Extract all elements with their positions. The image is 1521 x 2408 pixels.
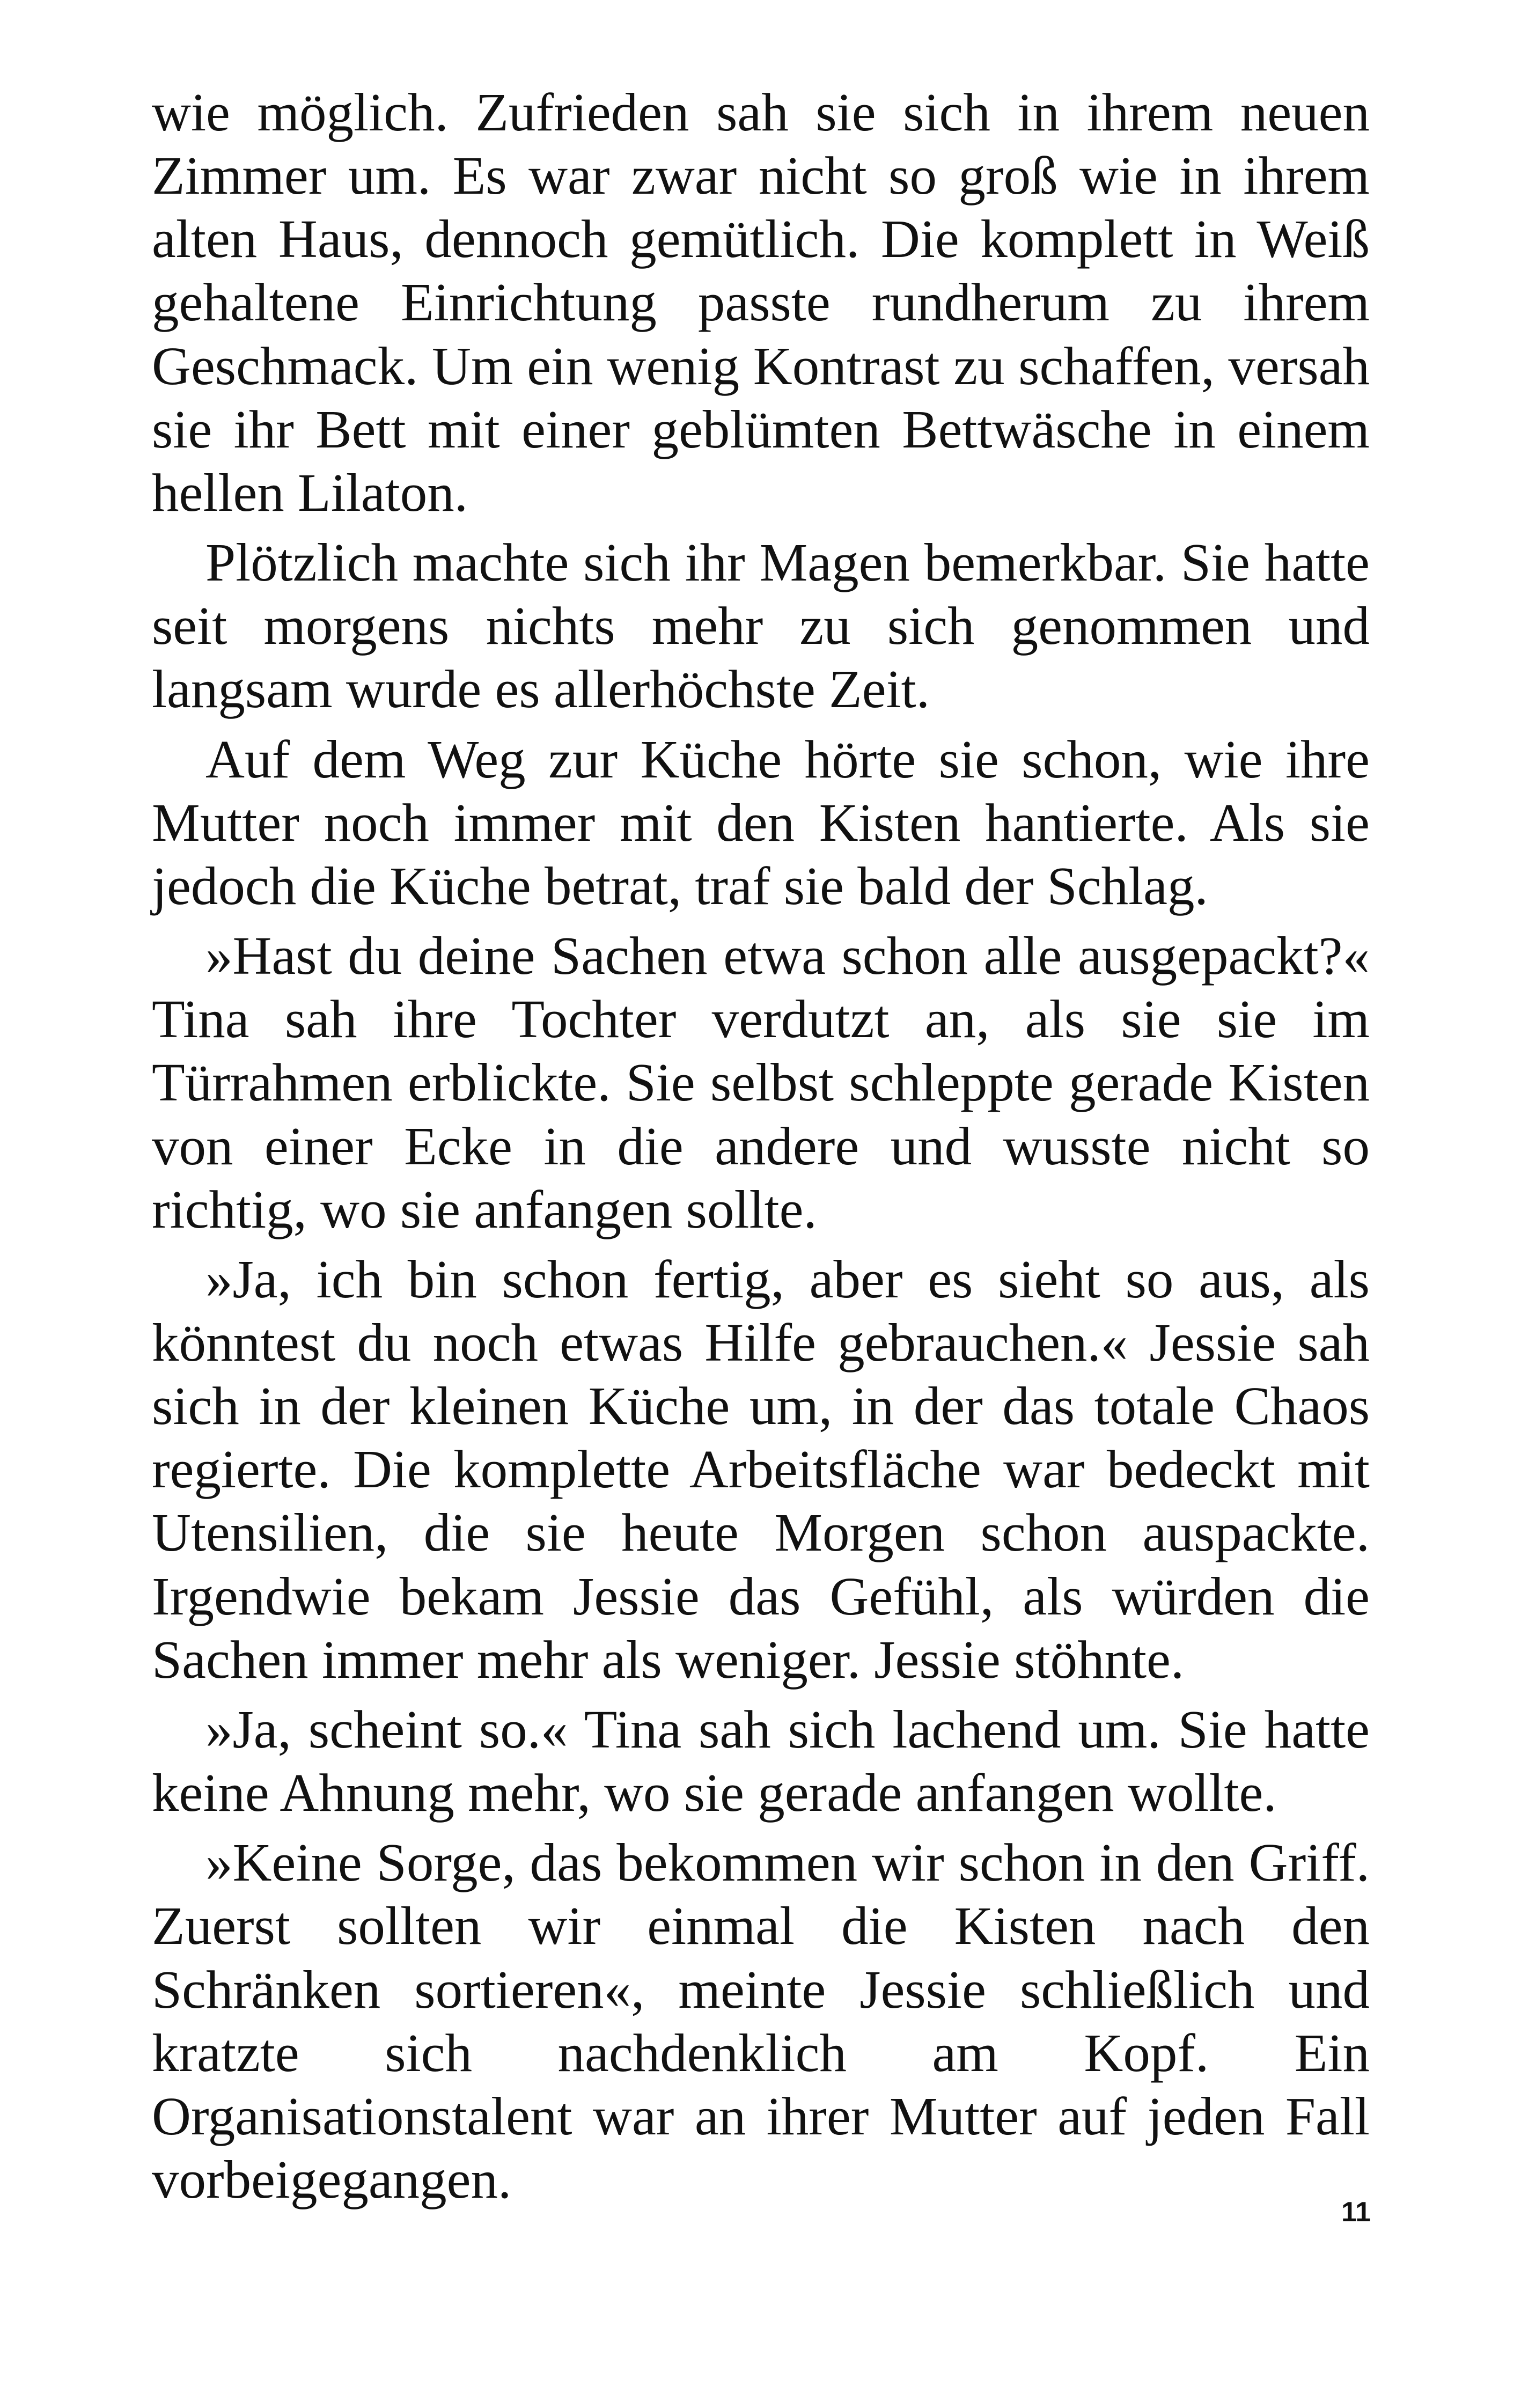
page-number: 11 — [1341, 2197, 1371, 2228]
paragraph-1: wie möglich. Zufrieden sah sie sich in ihrem neuen Zimmer um. Es war zwar nicht so groß wie in ihrem alten Haus, dennoch gemütlich. Die komplett in Weiß gehaltene Einrichtung passte rundherum zu ihrem Geschmack. Um ein wenig Kontrast zu schaffen, versah sie ihr Bett mit einer geblümten Bettwäsche in einem hellen Lilaton. — [152, 82, 1370, 523]
body-text — [152, 80, 1370, 2218]
paragraph-5: »Ja, ich bin schon fertig, aber es sieht so aus, als könntest du noch etwas Hilfe gebrauchen.« Jessie sah sich in der kleinen Küche um, in der das totale Chaos regierte. Die komplette Arbeitsfläche war bedeckt mit Utensilien, die sie heute Morgen schon auspackte. Irgendwie bekam Jessie das Gefühl, als würden die Sachen immer mehr als weniger. Jessie stöhnte. — [152, 1249, 1370, 1690]
paragraph-7: »Keine Sorge, das bekommen wir schon in den Griff. Zuerst sollten wir einmal die Kisten nach den Schränken sortieren«, meinte Jessie schließlich und kratzte sich nachdenklich am Kopf. Ein Organisationstalent war an ihrer Mutter auf jeden Fall vorbeigegangen. — [152, 1832, 1370, 2209]
paragraph-4: »Hast du deine Sachen etwa schon alle ausgepackt?« Tina sah ihre Tochter verdutzt an, als sie sie im Türrahmen erblickte. Sie selbst schleppte gerade Kisten von einer Ecke in die andere und wusste nicht so richtig, wo sie anfangen sollte. — [152, 926, 1370, 1239]
paragraph-6: »Ja, scheint so.« Tina sah sich lachend um. Sie hatte keine Ahnung mehr, wo sie gerade anfangen wollte. — [152, 1699, 1370, 1823]
paragraph-2: Plötzlich machte sich ihr Magen bemerkbar. Sie hatte seit morgens nichts mehr zu sich genommen und langsam wurde es allerhöchste Zeit. — [152, 532, 1370, 720]
paragraph-3: Auf dem Weg zur Küche hörte sie schon, wie ihre Mutter noch immer mit den Kisten hantierte. Als sie jedoch die Küche betrat, traf sie bald der Schlag. — [152, 729, 1370, 916]
